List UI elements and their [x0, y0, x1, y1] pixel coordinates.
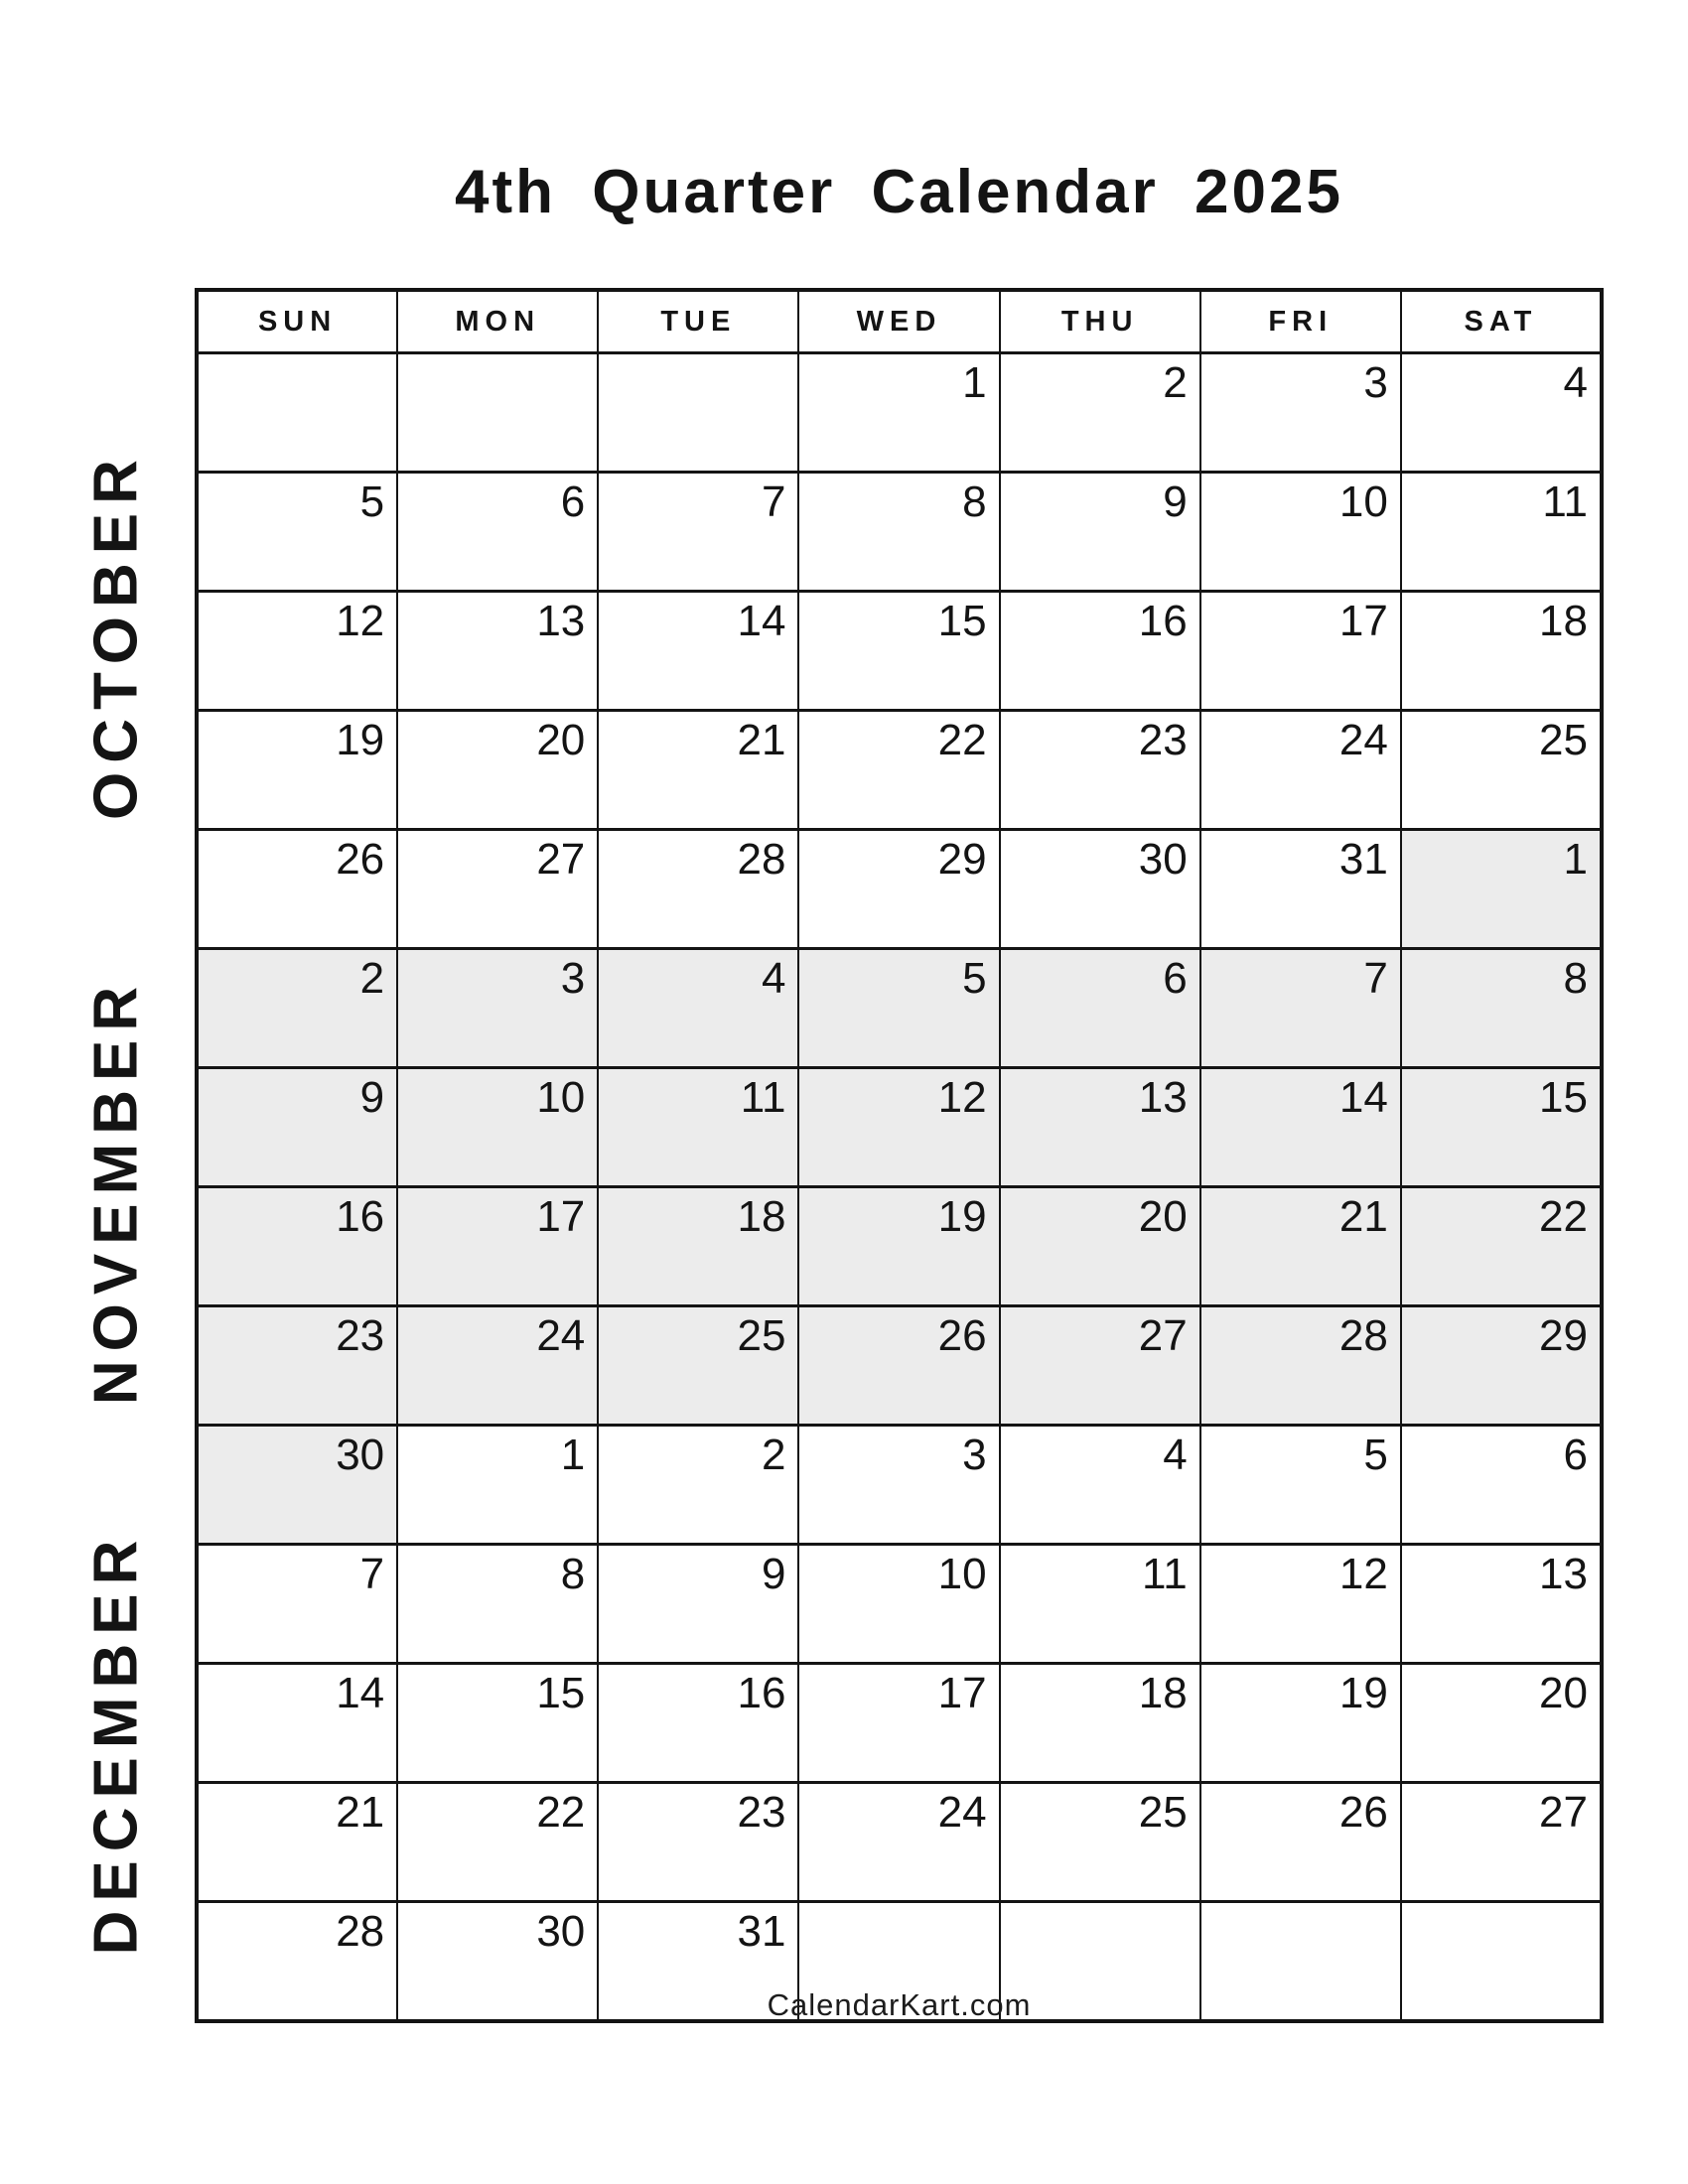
calendar-cell: 18 [1000, 1664, 1200, 1783]
calendar-cell: 23 [197, 1306, 397, 1426]
calendar-cell: 17 [798, 1664, 999, 1783]
calendar-week-row [197, 1187, 1602, 1306]
calendar-cell: 29 [1401, 1306, 1602, 1426]
calendar-cell: 11 [1401, 473, 1602, 592]
calendar-cell: 9 [197, 1068, 397, 1187]
calendar-cell: 15 [397, 1664, 598, 1783]
calendar-cell: 28 [197, 1902, 397, 2022]
calendar-cell: 17 [1200, 592, 1401, 711]
calendar-grid [195, 288, 1604, 2023]
calendar-cell: 10 [1200, 473, 1401, 592]
calendar-week-row [197, 711, 1602, 830]
calendar-cell: 1 [397, 1426, 598, 1545]
calendar-cell: 6 [397, 473, 598, 592]
calendar-cell: 27 [397, 830, 598, 949]
calendar-cell: 11 [598, 1068, 798, 1187]
calendar-cell: 12 [197, 592, 397, 711]
calendar-week-row [197, 949, 1602, 1068]
calendar-cell: 20 [397, 711, 598, 830]
calendar-cell-empty [397, 353, 598, 473]
weekday-header-row [197, 290, 1602, 353]
calendar-cell: 29 [798, 830, 999, 949]
calendar-cell: 28 [598, 830, 798, 949]
calendar-cell: 24 [798, 1783, 999, 1902]
calendar-cell: 3 [798, 1426, 999, 1545]
page-title: 4th Quarter Calendar 2025 [455, 158, 1343, 226]
calendar-cell: 5 [197, 473, 397, 592]
calendar-cell: 15 [798, 592, 999, 711]
calendar-cell: 16 [197, 1187, 397, 1306]
calendar-cell: 23 [598, 1783, 798, 1902]
calendar-cell-empty [197, 353, 397, 473]
calendar-cell: 8 [798, 473, 999, 592]
calendar-cell: 31 [1200, 830, 1401, 949]
weekday-header-tue: TUE [598, 290, 798, 353]
calendar-cell: 18 [598, 1187, 798, 1306]
calendar-cell: 22 [798, 711, 999, 830]
weekday-header-fri: FRI [1200, 290, 1401, 353]
calendar-cell: 20 [1000, 1187, 1200, 1306]
calendar-cell: 24 [1200, 711, 1401, 830]
calendar-cell: 5 [798, 949, 999, 1068]
calendar-cell: 30 [1000, 830, 1200, 949]
calendar-cell: 10 [798, 1545, 999, 1664]
calendar-cell: 9 [1000, 473, 1200, 592]
calendar-cell: 23 [1000, 711, 1200, 830]
calendar-cell: 14 [1200, 1068, 1401, 1187]
calendar-cell: 2 [1000, 353, 1200, 473]
calendar-week-row [197, 353, 1602, 473]
calendar-cell: 2 [598, 1426, 798, 1545]
weekday-header-mon: MON [397, 290, 598, 353]
calendar-cell: 3 [1200, 353, 1401, 473]
calendar-cell: 16 [598, 1664, 798, 1783]
calendar-week-row [197, 1664, 1602, 1783]
month-label-december: DECEMBER [81, 1531, 151, 1956]
weekday-header-sun: SUN [197, 290, 397, 353]
calendar-week-row [197, 1068, 1602, 1187]
calendar-week-row [197, 592, 1602, 711]
calendar-cell: 19 [197, 711, 397, 830]
calendar-cell: 28 [1200, 1306, 1401, 1426]
calendar-cell: 21 [1200, 1187, 1401, 1306]
calendar-cell: 12 [1200, 1545, 1401, 1664]
calendar-cell: 27 [1000, 1306, 1200, 1426]
calendar-cell: 25 [598, 1306, 798, 1426]
calendar-week-row [197, 473, 1602, 592]
calendar-cell: 22 [397, 1783, 598, 1902]
calendar-cell: 21 [197, 1783, 397, 1902]
calendar-cell: 8 [397, 1545, 598, 1664]
month-label-november: NOVEMBER [81, 977, 151, 1406]
calendar-cell: 7 [598, 473, 798, 592]
calendar-cell: 7 [197, 1545, 397, 1664]
calendar-cell: 6 [1401, 1426, 1602, 1545]
calendar-cell: 25 [1401, 711, 1602, 830]
calendar-cell: 12 [798, 1068, 999, 1187]
month-label-october: OCTOBER [81, 451, 151, 820]
calendar-cell: 18 [1401, 592, 1602, 711]
calendar-cell: 3 [397, 949, 598, 1068]
calendar-cell: 4 [598, 949, 798, 1068]
calendar-cell: 7 [1200, 949, 1401, 1068]
weekday-header-sat: SAT [1401, 290, 1602, 353]
calendar-cell: 11 [1000, 1545, 1200, 1664]
calendar-cell: 8 [1401, 949, 1602, 1068]
calendar-cell: 4 [1401, 353, 1602, 473]
weekday-header-thu: THU [1000, 290, 1200, 353]
calendar-cell: 14 [598, 592, 798, 711]
calendar-cell: 19 [1200, 1664, 1401, 1783]
calendar-cell: 30 [397, 1902, 598, 2022]
calendar-cell: 19 [798, 1187, 999, 1306]
calendar-cell: 5 [1200, 1426, 1401, 1545]
calendar-cell: 24 [397, 1306, 598, 1426]
calendar-cell: 27 [1401, 1783, 1602, 1902]
calendar-cell: 1 [798, 353, 999, 473]
calendar-cell: 30 [197, 1426, 397, 1545]
footer-watermark: CalendarKart.com [767, 1987, 1032, 2022]
calendar-cell: 21 [598, 711, 798, 830]
calendar-cell: 9 [598, 1545, 798, 1664]
calendar-cell: 16 [1000, 592, 1200, 711]
calendar-cell: 22 [1401, 1187, 1602, 1306]
calendar-cell: 20 [1401, 1664, 1602, 1783]
calendar-week-row [197, 1306, 1602, 1426]
weekday-header-wed: WED [798, 290, 999, 353]
calendar-week-row [197, 830, 1602, 949]
calendar-cell: 10 [397, 1068, 598, 1187]
calendar-cell: 2 [197, 949, 397, 1068]
calendar-cell: 26 [798, 1306, 999, 1426]
calendar-cell: 13 [1401, 1545, 1602, 1664]
calendar-cell: 14 [197, 1664, 397, 1783]
calendar-cell: 26 [197, 830, 397, 949]
calendar-cell: 13 [1000, 1068, 1200, 1187]
calendar-cell: 13 [397, 592, 598, 711]
calendar-week-row [197, 1545, 1602, 1664]
calendar-cell: 4 [1000, 1426, 1200, 1545]
calendar-week-row [197, 1783, 1602, 1902]
calendar-cell: 6 [1000, 949, 1200, 1068]
calendar-cell-empty [598, 353, 798, 473]
calendar-cell: 26 [1200, 1783, 1401, 1902]
calendar-cell: 25 [1000, 1783, 1200, 1902]
calendar-cell: 17 [397, 1187, 598, 1306]
calendar-cell: 15 [1401, 1068, 1602, 1187]
calendar-cell: 31 [598, 1902, 798, 2022]
calendar-week-row [197, 1426, 1602, 1545]
calendar-cell: 1 [1401, 830, 1602, 949]
